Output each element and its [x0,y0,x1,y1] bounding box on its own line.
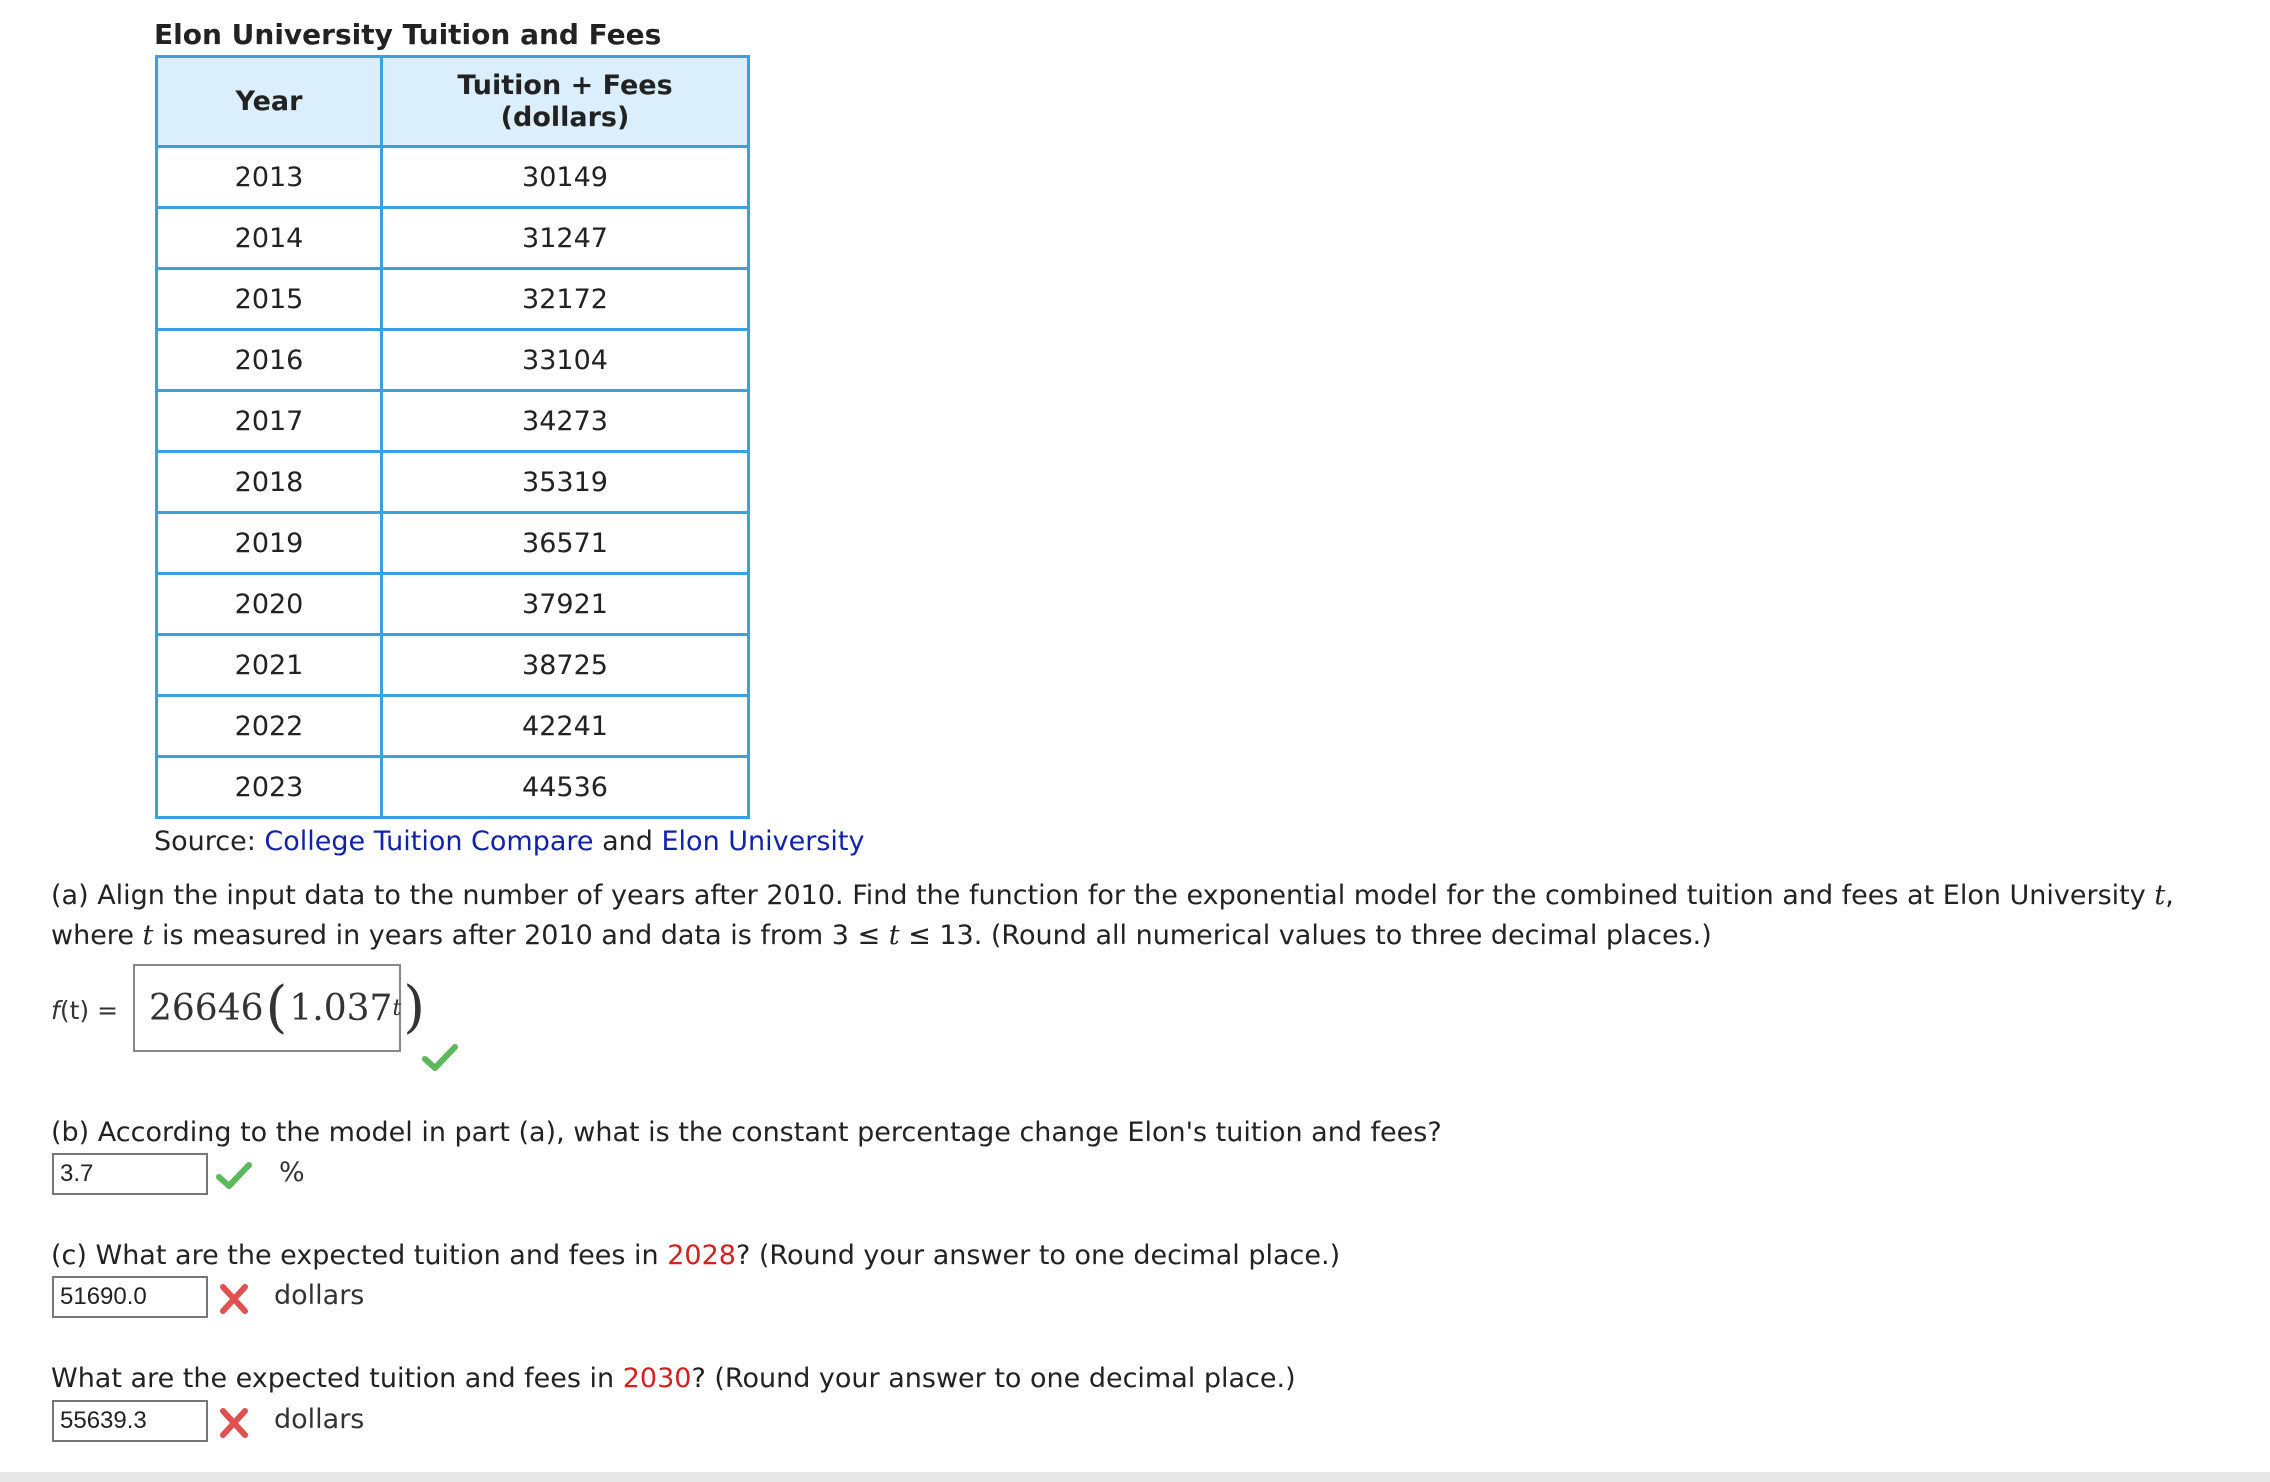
table-row [157,147,749,208]
fee-cell: 30149 [382,147,749,208]
part-b-unit: % [279,1157,305,1188]
table-row [157,391,749,452]
source-link-elon-university[interactable]: Elon University [661,826,865,857]
x-icon [216,1407,252,1439]
part-a-text1: (a) Align the input data to the number of years after 2010. Find the function for the exponential model for the combined tuition and fees at Elon University [51,880,2155,911]
var-t: t [142,920,154,951]
part-a-text3: is measured in years after 2010 and data is from 3 ≤ [153,920,889,951]
function-answer-field[interactable] [133,964,426,1052]
table-row [157,269,749,330]
year-cell: 2022 [157,696,382,757]
part-a-question [51,876,2251,956]
part-d-suffix: ? (Round your answer to one decimal place.) [691,1363,1296,1394]
answer-coefficient: 26646 [149,987,264,1029]
table-row [157,452,749,513]
fee-cell: 35319 [382,452,749,513]
fee-cell: 37921 [382,574,749,635]
part-d-year: 2030 [622,1363,692,1394]
fee-cell: 34273 [382,391,749,452]
table-row [157,757,749,818]
source-prefix: Source: [154,826,265,857]
check-icon [422,1042,458,1074]
function-label-rest: (t) = [59,996,119,1025]
part-a-text2: , where [51,880,2174,951]
part-c-unit: dollars [274,1280,365,1311]
part-b-answer-input[interactable] [52,1153,208,1195]
table-row [157,330,749,391]
part-d-prefix: What are the expected tuition and fees in [51,1363,623,1394]
year-cell: 2023 [157,757,382,818]
bottom-divider [0,1472,2270,1482]
tuition-table [155,55,750,819]
x-icon [216,1283,252,1315]
part-c-prefix: (c) What are the expected tuition and fees in [51,1240,668,1271]
year-cell: 2016 [157,330,382,391]
header-fee-line1: Tuition + Fees [457,69,673,101]
function-label-f: f [51,996,60,1025]
year-cell: 2021 [157,635,382,696]
table-row [157,208,749,269]
year-cell: 2020 [157,574,382,635]
answer-exponent: t [392,995,402,1021]
year-cell: 2019 [157,513,382,574]
fee-cell: 44536 [382,757,749,818]
fee-cell: 42241 [382,696,749,757]
fee-cell: 32172 [382,269,749,330]
fee-cell: 36571 [382,513,749,574]
table-row [157,574,749,635]
year-cell: 2015 [157,269,382,330]
table-row [157,513,749,574]
var-t: t [888,920,900,951]
source-middle: and [593,826,662,857]
fee-cell: 31247 [382,208,749,269]
right-paren: ) [403,975,426,1040]
part-d-answer-input[interactable] [52,1400,208,1442]
part-d-question [51,1359,1296,1399]
part-d-unit: dollars [274,1404,365,1435]
source-line [154,826,864,857]
year-cell: 2017 [157,391,382,452]
source-link-college-tuition-compare[interactable]: College Tuition Compare [264,826,594,857]
check-icon [216,1160,252,1192]
table-header-row [157,57,749,147]
fee-cell: 33104 [382,330,749,391]
year-cell: 2018 [157,452,382,513]
part-a-text4: ≤ 13. (Round all numerical values to three decimal places.) [899,920,1712,951]
year-cell: 2013 [157,147,382,208]
header-year: Year [157,57,382,147]
left-paren: ( [265,975,288,1040]
fee-cell: 38725 [382,635,749,696]
answer-base: 1.037 [289,987,393,1029]
part-c-suffix: ? (Round your answer to one decimal place.) [735,1240,1341,1271]
table-row [157,696,749,757]
part-c-year: 2028 [667,1240,736,1271]
header-fee [382,57,749,147]
part-c-answer-input[interactable] [52,1276,208,1318]
table-title: Elon University Tuition and Fees [154,18,662,51]
var-t: t [2154,880,2166,911]
part-b-question: (b) According to the model in part (a), what is the constant percentage change Elon's tuition and fees? [51,1117,1442,1148]
function-label [51,996,118,1025]
table-row [157,635,749,696]
year-cell: 2014 [157,208,382,269]
part-c-question [51,1236,1340,1276]
header-fee-line2: (dollars) [500,101,630,133]
